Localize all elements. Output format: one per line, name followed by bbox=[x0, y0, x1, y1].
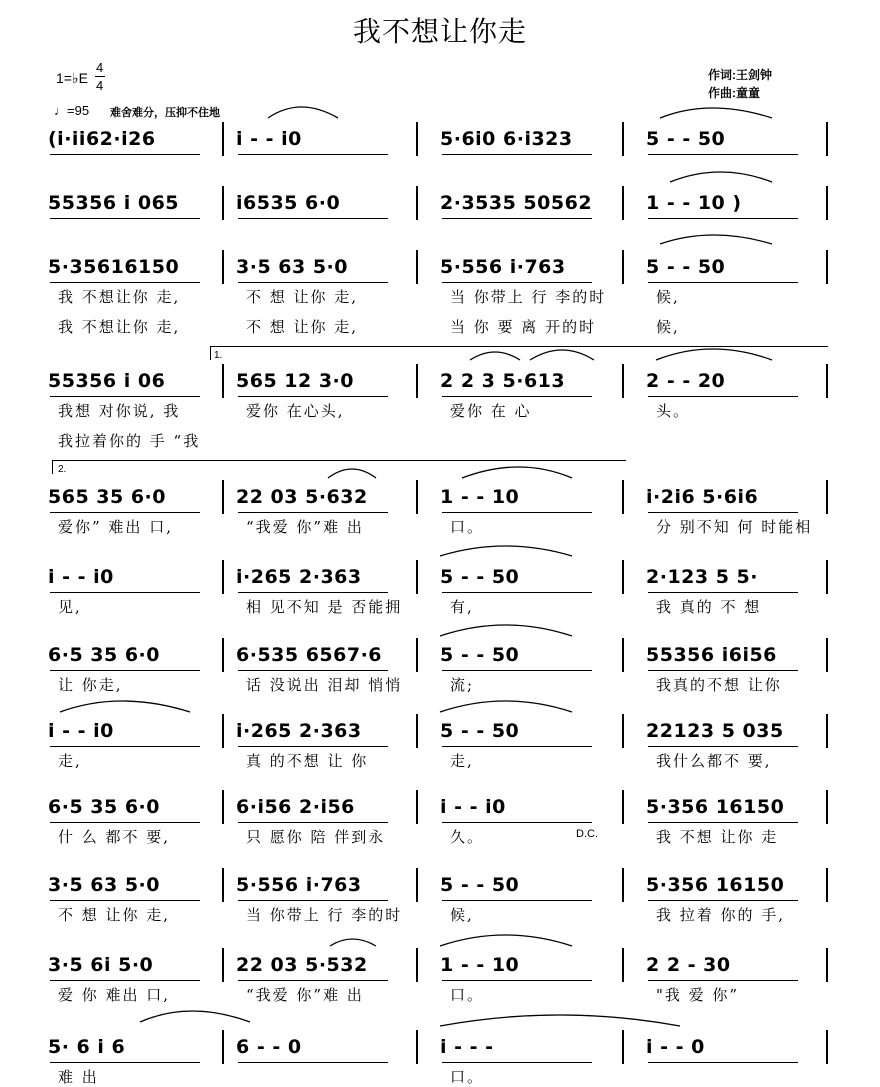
lyric-text: 我什么都不 要, bbox=[656, 752, 772, 770]
lyric-text: 真 的不想 让 你 bbox=[246, 752, 369, 770]
measure: i·265 2·363 bbox=[236, 566, 362, 588]
measure: 1 - - 10 bbox=[440, 954, 520, 976]
lyric-text: 爱你” 难出 口, bbox=[58, 518, 173, 536]
lyric-text: 走, bbox=[450, 752, 474, 770]
measure: i·2i6 5·6i6 bbox=[646, 486, 759, 508]
lyric-text: 爱 你 难出 口, bbox=[58, 986, 171, 1004]
measure: 55356 i 06 bbox=[48, 370, 166, 392]
lyric-text: “我爱 你”难 出 bbox=[246, 518, 364, 536]
measure: 3·5 63 5·0 bbox=[236, 256, 348, 278]
measure: i - - i0 bbox=[48, 720, 114, 742]
lyric-text: 相 见不知 是 否能拥 bbox=[246, 598, 403, 616]
volta-one-label: 1. bbox=[214, 350, 223, 361]
lyric-text: 不 想 让你 走, bbox=[58, 906, 171, 924]
measure: 2 2 3 5·613 bbox=[440, 370, 566, 392]
measure: 22 03 5·632 bbox=[236, 486, 368, 508]
lyric-text: 我真的不想 让你 bbox=[656, 676, 782, 694]
measure: 5 - - 50 bbox=[440, 566, 520, 588]
measure: i - - - bbox=[440, 1036, 494, 1058]
time-signature-top: 4 bbox=[96, 60, 104, 75]
dc-marker: D.C. bbox=[576, 828, 598, 840]
measure: 55356 i 065 bbox=[48, 192, 180, 214]
lyric-text: 不 想 让你 走, bbox=[246, 288, 359, 306]
measure: 2 - - 20 bbox=[646, 370, 726, 392]
lyric-text: 分 别不知 何 时能相 bbox=[656, 518, 813, 536]
lyric-text: 当 你带上 行 李的时 bbox=[450, 288, 607, 306]
measure: 2·123 5 5· bbox=[646, 566, 758, 588]
measure: 6·5 35 6·0 bbox=[48, 644, 160, 666]
lyric-text: 当 你 要 离 开的时 bbox=[450, 318, 597, 336]
measure: (i·ii62·i26 bbox=[48, 128, 156, 150]
measure: 565 35 6·0 bbox=[48, 486, 166, 508]
slur bbox=[670, 172, 772, 182]
measure: 5 - - 50 bbox=[440, 720, 520, 742]
time-signature-bottom: 4 bbox=[96, 78, 104, 93]
measure: 3·5 6i 5·0 bbox=[48, 954, 154, 976]
key-signature: 1=♭E bbox=[56, 70, 88, 86]
measure: i6535 6·0 bbox=[236, 192, 341, 214]
lyric-text: 口。 bbox=[450, 518, 485, 536]
slur bbox=[440, 1015, 680, 1026]
lyric-text: 我想 对你说, 我 bbox=[58, 402, 181, 420]
measure: 6·535 6567·6 bbox=[236, 644, 383, 666]
measure: i - - i0 bbox=[236, 128, 302, 150]
measure: 5·35616150 bbox=[48, 256, 180, 278]
lyric-text: 口。 bbox=[450, 1068, 485, 1086]
lyric-text: 我 不想让你 走, bbox=[58, 288, 181, 306]
lyric-text: 爱你 在心头, bbox=[246, 402, 345, 420]
lyric-text: 候, bbox=[656, 288, 680, 306]
lyric-text: 候, bbox=[450, 906, 474, 924]
measure: 2 2 - 30 bbox=[646, 954, 731, 976]
measure: 5 - - 50 bbox=[440, 644, 520, 666]
lyric-text: 流; bbox=[450, 676, 475, 694]
tempo-marking: ♩=95 bbox=[54, 103, 90, 118]
lyricist-credit: 作词:王剑钟 bbox=[708, 68, 772, 82]
lyric-text: 走, bbox=[58, 752, 82, 770]
lyric-text: 话 没说出 泪却 悄悄 bbox=[246, 676, 403, 694]
slur bbox=[440, 701, 572, 712]
measure: 3·5 63 5·0 bbox=[48, 874, 160, 896]
measure: i - - i0 bbox=[48, 566, 114, 588]
measure: 5·356 16150 bbox=[646, 874, 785, 896]
measure: i - - i0 bbox=[440, 796, 506, 818]
lyric-text: 我 不想让你 走, bbox=[58, 318, 181, 336]
lyric-text: 见, bbox=[58, 598, 82, 616]
slur bbox=[140, 1011, 250, 1022]
slur bbox=[328, 469, 376, 478]
slur bbox=[530, 350, 594, 360]
measure: 6·i56 2·i56 bbox=[236, 796, 355, 818]
slur bbox=[330, 939, 376, 946]
lyric-text: 我 真的 不 想 bbox=[656, 598, 762, 616]
measure: 5 - - 50 bbox=[440, 874, 520, 896]
measure: 2·3535 50562 bbox=[440, 192, 593, 214]
lyric-text: 我 不想 让你 走 bbox=[656, 828, 779, 846]
measure: 5·556 i·763 bbox=[236, 874, 362, 896]
measure: 22123 5 035 bbox=[646, 720, 784, 742]
lyric-text: 头。 bbox=[656, 402, 691, 420]
measure: 22 03 5·532 bbox=[236, 954, 368, 976]
slur bbox=[462, 467, 572, 478]
measure: 1 - - 10 bbox=[440, 486, 520, 508]
slur bbox=[60, 701, 190, 712]
lyric-text: 当 你带上 行 李的时 bbox=[246, 906, 403, 924]
lyric-text: 我拉着你的 手 “我 bbox=[58, 432, 201, 450]
lyric-text: 什 么 都不 要, bbox=[58, 828, 171, 846]
lyric-text: 难 出 bbox=[58, 1068, 99, 1086]
lyric-text: 不 想 让你 走, bbox=[246, 318, 359, 336]
measure: 55356 i6i56 bbox=[646, 644, 777, 666]
measure: 1 - - 10 ) bbox=[646, 192, 742, 214]
measure: 5· 6 i 6 bbox=[48, 1036, 126, 1058]
slur bbox=[440, 625, 572, 636]
slur bbox=[440, 546, 572, 556]
lyric-text: “我爱 你”难 出 bbox=[246, 986, 364, 1004]
lyric-text: 有, bbox=[450, 598, 474, 616]
lyric-text: 爱你 在 心 bbox=[450, 402, 532, 420]
volta-two-label: 2. bbox=[58, 464, 67, 475]
measure: 5·556 i·763 bbox=[440, 256, 566, 278]
lyric-text: 候, bbox=[656, 318, 680, 336]
slur bbox=[660, 108, 772, 118]
composer-credit: 作曲:童童 bbox=[708, 86, 760, 100]
measure: 6 - - 0 bbox=[236, 1036, 302, 1058]
expression-marking: 难舍难分，压抑不住地 bbox=[110, 107, 220, 119]
measure: 5 - - 50 bbox=[646, 128, 726, 150]
lyric-text: 只 愿你 陪 伴到永 bbox=[246, 828, 386, 846]
lyric-text: "我 爱 你” bbox=[656, 986, 740, 1004]
lyric-text: 我 拉着 你的 手, bbox=[656, 906, 786, 924]
measure: 5 - - 50 bbox=[646, 256, 726, 278]
slur bbox=[440, 935, 572, 946]
measure: 5·356 16150 bbox=[646, 796, 785, 818]
slur bbox=[660, 235, 772, 244]
slur bbox=[470, 352, 520, 360]
measure: 6·5 35 6·0 bbox=[48, 796, 160, 818]
song-title: 我不想让你走 bbox=[352, 16, 527, 47]
slur bbox=[656, 349, 772, 360]
lyric-text: 久。 bbox=[450, 828, 485, 846]
slur bbox=[268, 107, 338, 118]
measure: 5·6i0 6·i323 bbox=[440, 128, 573, 150]
lyric-text: 让 你走, bbox=[58, 676, 123, 694]
measure: i - - 0 bbox=[646, 1036, 705, 1058]
lyric-text: 口。 bbox=[450, 986, 485, 1004]
measure: i·265 2·363 bbox=[236, 720, 362, 742]
measure: 565 12 3·0 bbox=[236, 370, 354, 392]
